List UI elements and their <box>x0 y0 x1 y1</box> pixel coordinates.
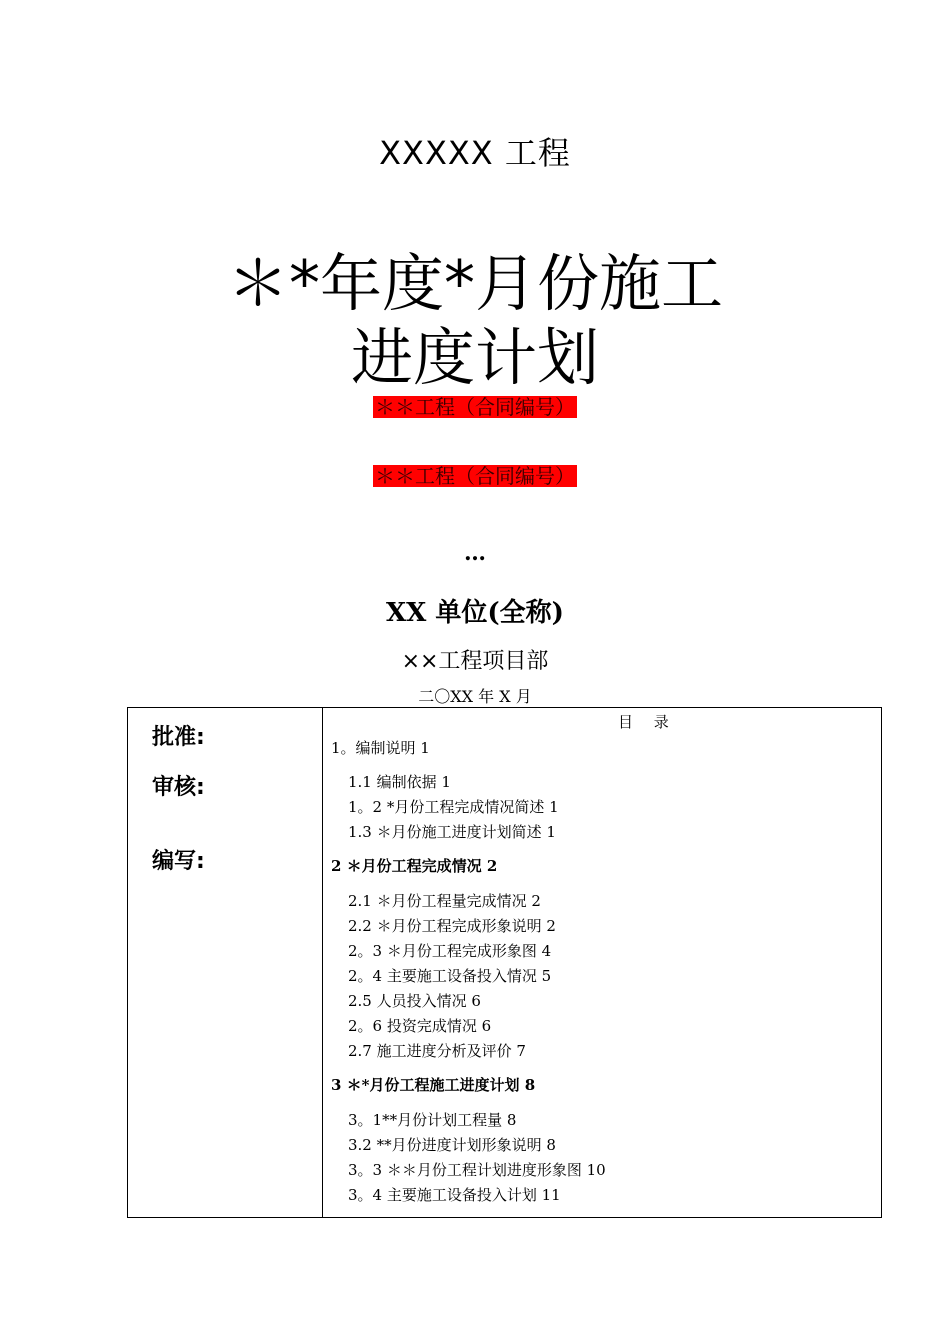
toc-item: 2。6 投资完成情况 6 <box>348 1017 492 1035</box>
toc-item: 3.2 **月份进度计划形象说明 8 <box>348 1136 556 1154</box>
project-title: XXXXX 工程 <box>379 134 571 172</box>
toc-item: 3。3 ＊＊月份工程计划进度形象图 10 <box>348 1161 606 1179</box>
toc-item: 3。4 主要施工设备投入计划 11 <box>348 1186 561 1204</box>
toc-item: 2.1 ＊月份工程量完成情况 2 <box>348 892 541 910</box>
contract-line-2 <box>0 464 950 488</box>
toc-item: 1.1 编制依据 1 <box>348 773 451 791</box>
toc-item: 2.5 人员投入情况 6 <box>348 992 481 1010</box>
review-label: 审核: <box>152 775 205 800</box>
toc-item: 2。3 ＊月份工程完成形象图 4 <box>348 942 552 960</box>
approval-toc-table <box>127 707 882 1218</box>
toc-item: 3。1**月份计划工程量 8 <box>348 1111 517 1129</box>
date-line: 二〇XX 年 X 月 <box>418 687 532 706</box>
approve-label: 批准: <box>152 725 205 750</box>
toc-item: 1。2 *月份工程完成情况简述 1 <box>348 798 559 816</box>
toc-item: 2.2 ＊月份工程完成形象说明 2 <box>348 917 556 935</box>
toc-heading: 目 录 <box>618 713 677 731</box>
write-label: 编写: <box>152 849 205 874</box>
contract-text-2: ＊＊工程（合同编号） <box>375 464 575 488</box>
toc-item: 1。编制说明 1 <box>331 739 430 757</box>
dept-name: ××工程项目部 <box>401 649 549 674</box>
contract-line-1 <box>0 395 950 419</box>
toc-item: 2 ＊月份工程完成情况 2 <box>331 857 498 875</box>
contract-text-1: ＊＊工程（合同编号） <box>375 395 575 419</box>
toc-item: 2.7 施工进度分析及评价 7 <box>348 1042 526 1060</box>
toc-item: 3 ＊*月份工程施工进度计划 8 <box>331 1076 536 1094</box>
toc-item: 2。4 主要施工设备投入情况 5 <box>348 967 552 985</box>
main-title-line2: 进度计划 <box>350 321 599 394</box>
column-divider <box>322 708 323 1217</box>
unit-name: XX 单位(全称) <box>385 598 564 628</box>
ellipsis: … <box>464 540 486 566</box>
main-title-line1: ＊*年度*月份施工 <box>226 247 723 320</box>
toc-item: 1.3 ＊月份施工进度计划简述 1 <box>348 823 556 841</box>
